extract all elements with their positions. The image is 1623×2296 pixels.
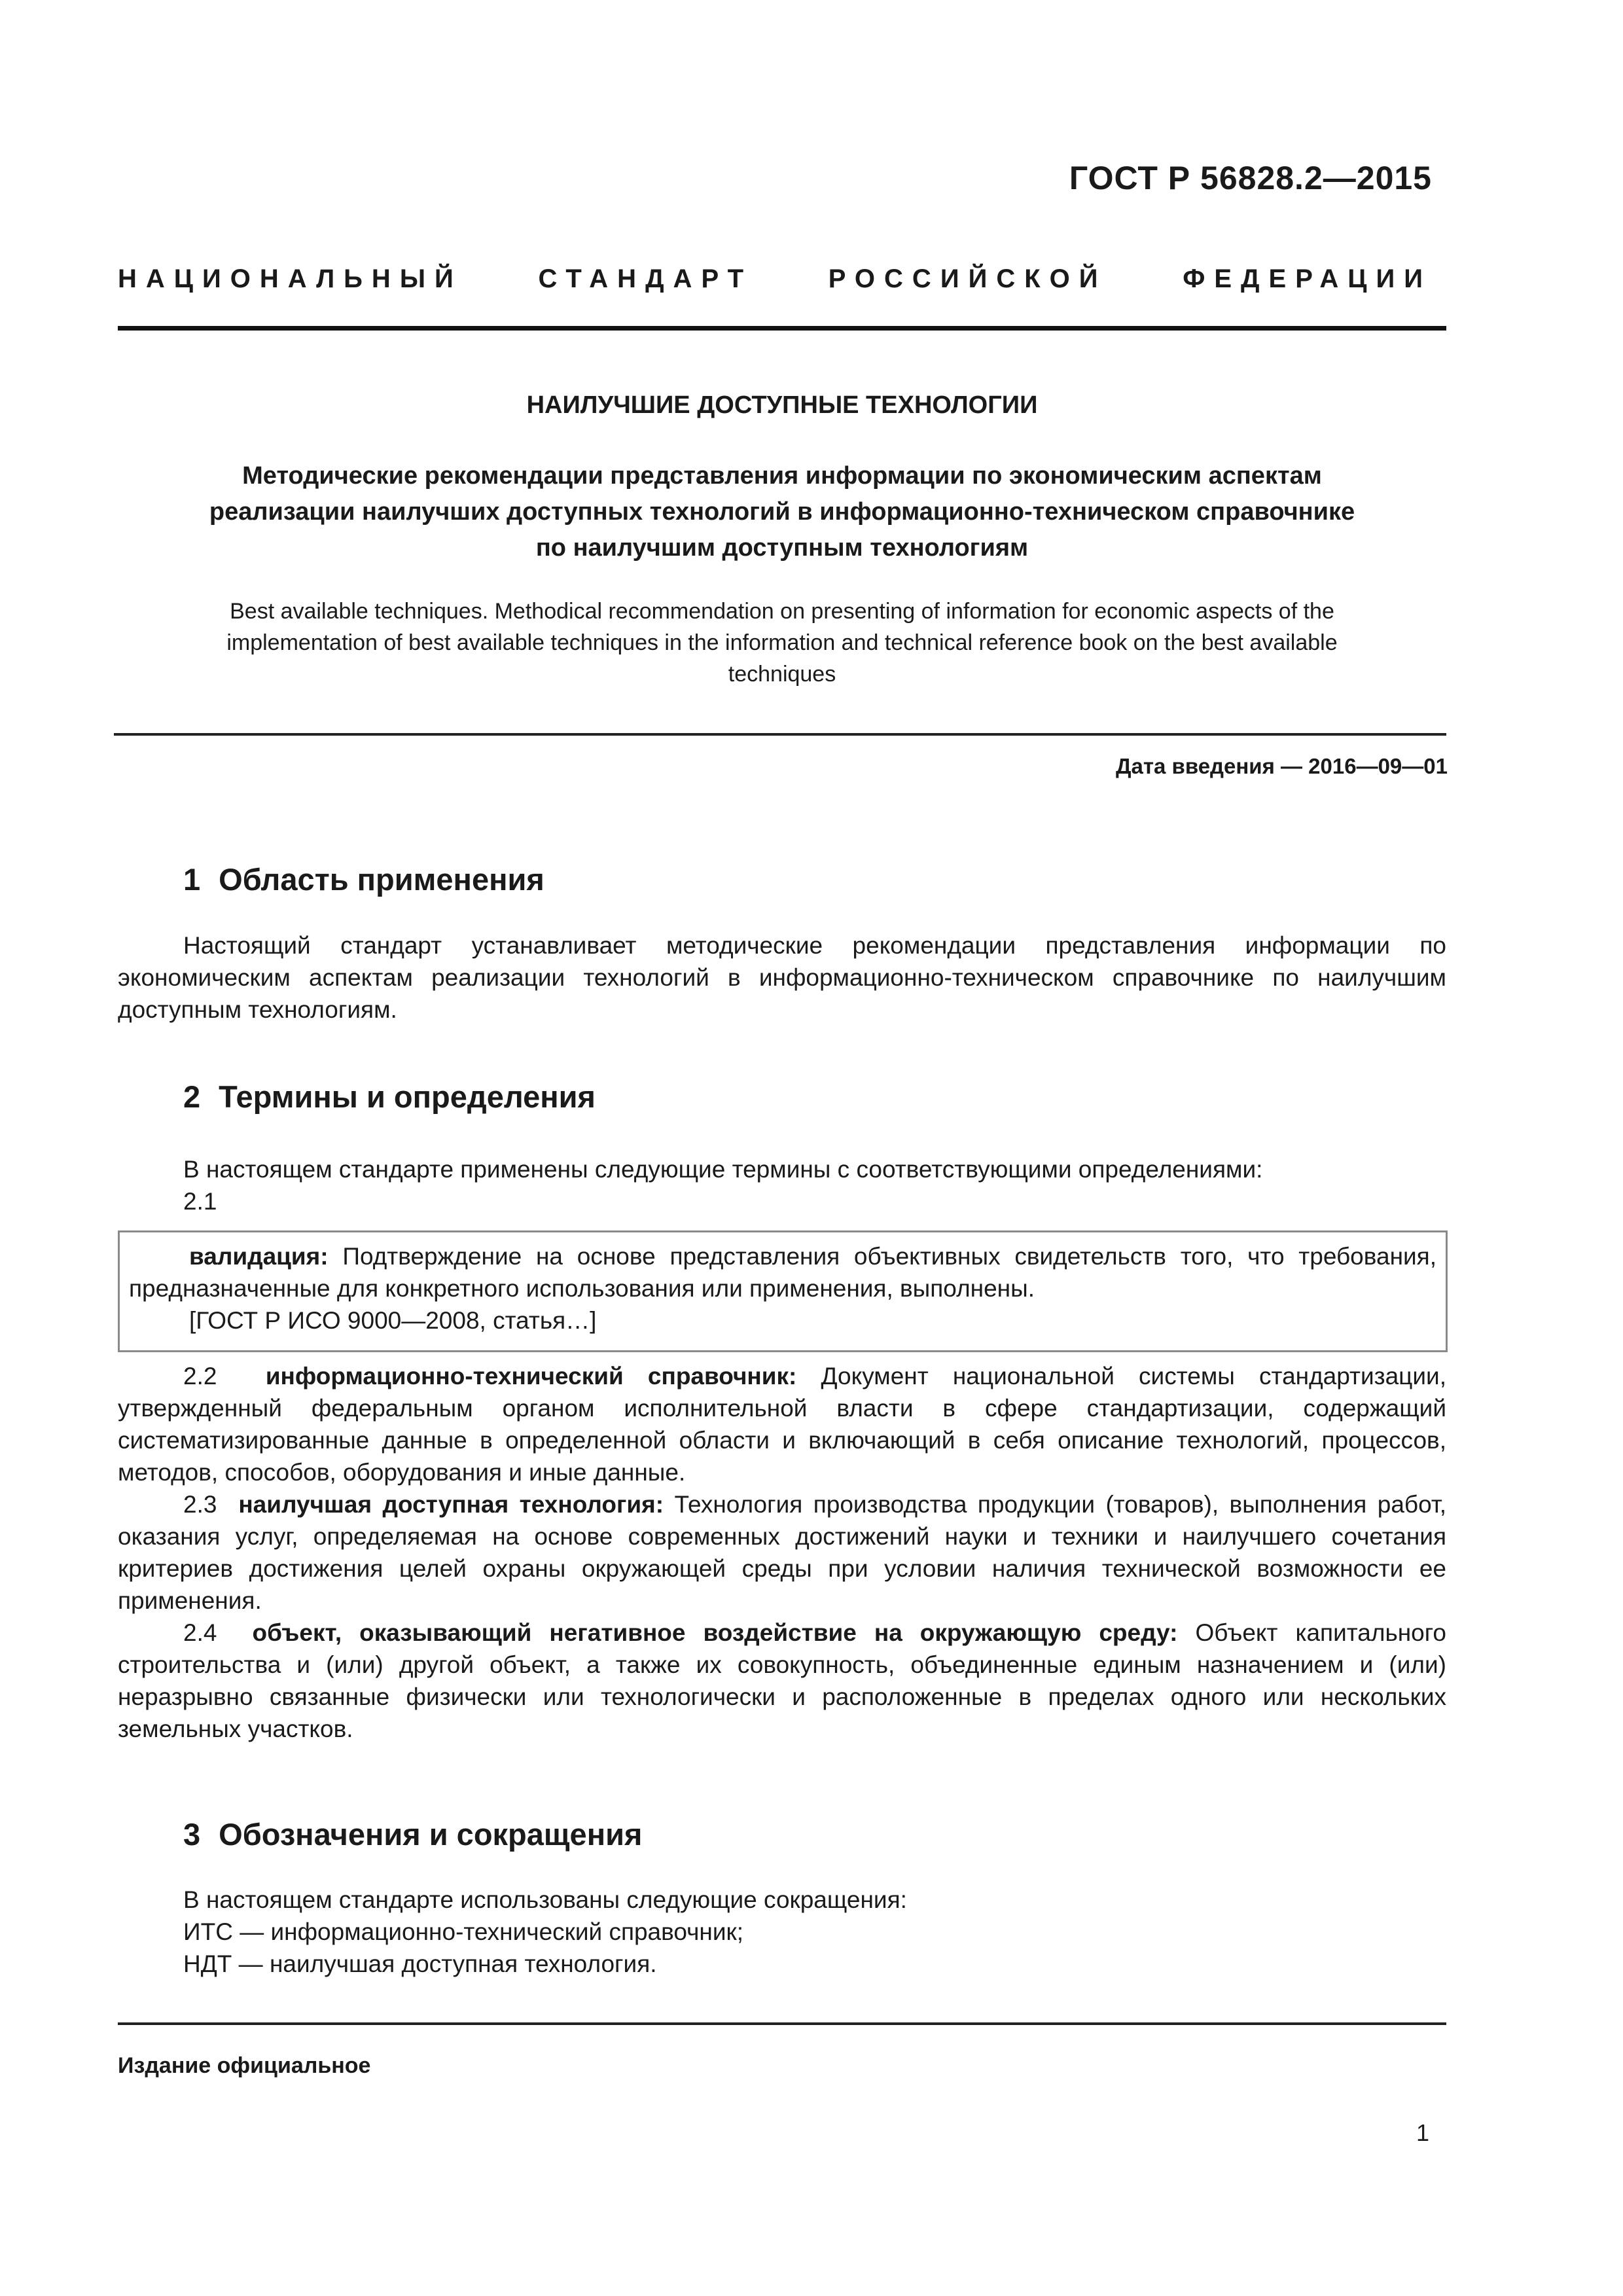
section-title: Область применения [219, 862, 544, 897]
term-item-2-4 [118, 1617, 1446, 1745]
item-number: 2.4 [183, 1619, 217, 1646]
term-text: Объект капитального строительства и (или) другой объект, а также их совокупность, объединенные единым назначением и (или) неразрывно связанные физически или технологически и расположенные в пределах одного или нескольких земельных участков. [118, 1619, 1446, 1742]
item-2-1-number: 2.1 [183, 1188, 217, 1215]
subtitle-line: реализации наилучших доступных технологий в информационно-техническом справочнике [209, 498, 1355, 526]
section-2-heading [183, 1079, 596, 1115]
abbreviation-item: ИТС — информационно-технический справочник; [183, 1918, 743, 1945]
english-title-line: techniques [728, 662, 836, 687]
term-definition [129, 1232, 1436, 1304]
section-3-intro: В настоящем стандарте использованы следующие сокращения: [183, 1886, 907, 1913]
subtitle-line: по наилучшим доступным технологиям [535, 534, 1029, 562]
term-name: валидация: [189, 1243, 329, 1270]
section-3-heading [183, 1816, 642, 1852]
abbreviation-item: НДТ — наилучшая доступная технология. [183, 1950, 657, 1977]
title-divider [114, 733, 1446, 736]
item-number: 2.3 [183, 1491, 217, 1518]
footer-divider [118, 2022, 1446, 2025]
term-name: наилучшая доступная технология: [238, 1491, 664, 1518]
term-source: [ГОСТ Р ИСО 9000—2008, статья…] [189, 1307, 597, 1334]
header-divider [118, 326, 1446, 331]
section-title: Термины и определения [219, 1079, 596, 1114]
banner-word: ФЕДЕРАЦИИ [1183, 264, 1432, 293]
term-text: Документ национальной системы стандартизации, утвержденный федеральным органом исполнительной власти в сфере стандартизации, содержащий систематизированные данные в определенной области и включающий в себя описание технологий, процессов, методов, способов, оборудования и иные данные. [118, 1363, 1446, 1486]
page-number: 1 [1416, 2119, 1429, 2146]
term-item-2-3 [118, 1488, 1446, 1617]
section-1-text [118, 929, 1446, 1026]
official-edition-label: Издание официальное [118, 2053, 371, 2078]
english-title [131, 596, 1433, 690]
banner-word: СТАНДАРТ [538, 264, 753, 293]
english-title-line: implementation of best available techniques in the information and technical reference book on the best available [226, 630, 1338, 655]
standard-designation: ГОСТ Р 56828.2—2015 [1069, 160, 1432, 196]
term-item-2-2 [118, 1360, 1446, 1488]
national-standard-banner [118, 264, 1432, 294]
banner-word: РОССИЙСКОЙ [828, 264, 1107, 293]
term-text: Подтверждение на основе представления объективных свидетельств того, что требования, предназначенные для конкретного использования или применения, выполнены. [129, 1243, 1436, 1302]
subtitle-line: Методические рекомендации представления информации по экономическим аспектам [242, 462, 1322, 490]
section-title: Обозначения и сокращения [219, 1817, 643, 1852]
section-2-intro: В настоящем стандарте применены следующие термины с соответствующими определениями: [183, 1156, 1263, 1183]
term-text: Технология производства продукции (товаров), выполнения работ, оказания услуг, определяемая на основе современных достижений науки и техники и наилучшего сочетания критериев достижения целей охраны окружающей среды при условии наличия технической возможности ее применения. [118, 1491, 1447, 1614]
term-name: объект, оказывающий негативное воздействие на окружающую среду: [252, 1619, 1178, 1646]
document-title: НАИЛУЧШИЕ ДОСТУПНЫЕ ТЕХНОЛОГИИ [526, 391, 1038, 419]
term-validation-box [118, 1230, 1448, 1352]
banner-word: НАЦИОНАЛЬНЫЙ [118, 264, 463, 293]
document-subtitle [131, 458, 1433, 566]
section-number: 1 [183, 862, 201, 897]
section-1-heading [183, 861, 544, 897]
english-title-line: Best available techniques. Methodical recommendation on presenting of information for economic aspects of the [230, 599, 1334, 624]
item-number: 2.2 [183, 1363, 217, 1390]
introduction-date: Дата введения — 2016—09—01 [1116, 754, 1448, 778]
section-number: 2 [183, 1079, 201, 1114]
paragraph-text: Настоящий стандарт устанавливает методические рекомендации представления информации по экономическим аспектам реализации технологий в информационно-техническом справочнике по наилучшим доступным технологиям. [118, 932, 1446, 1023]
term-name: информационно-технический справочник: [265, 1363, 797, 1390]
section-number: 3 [183, 1817, 201, 1852]
